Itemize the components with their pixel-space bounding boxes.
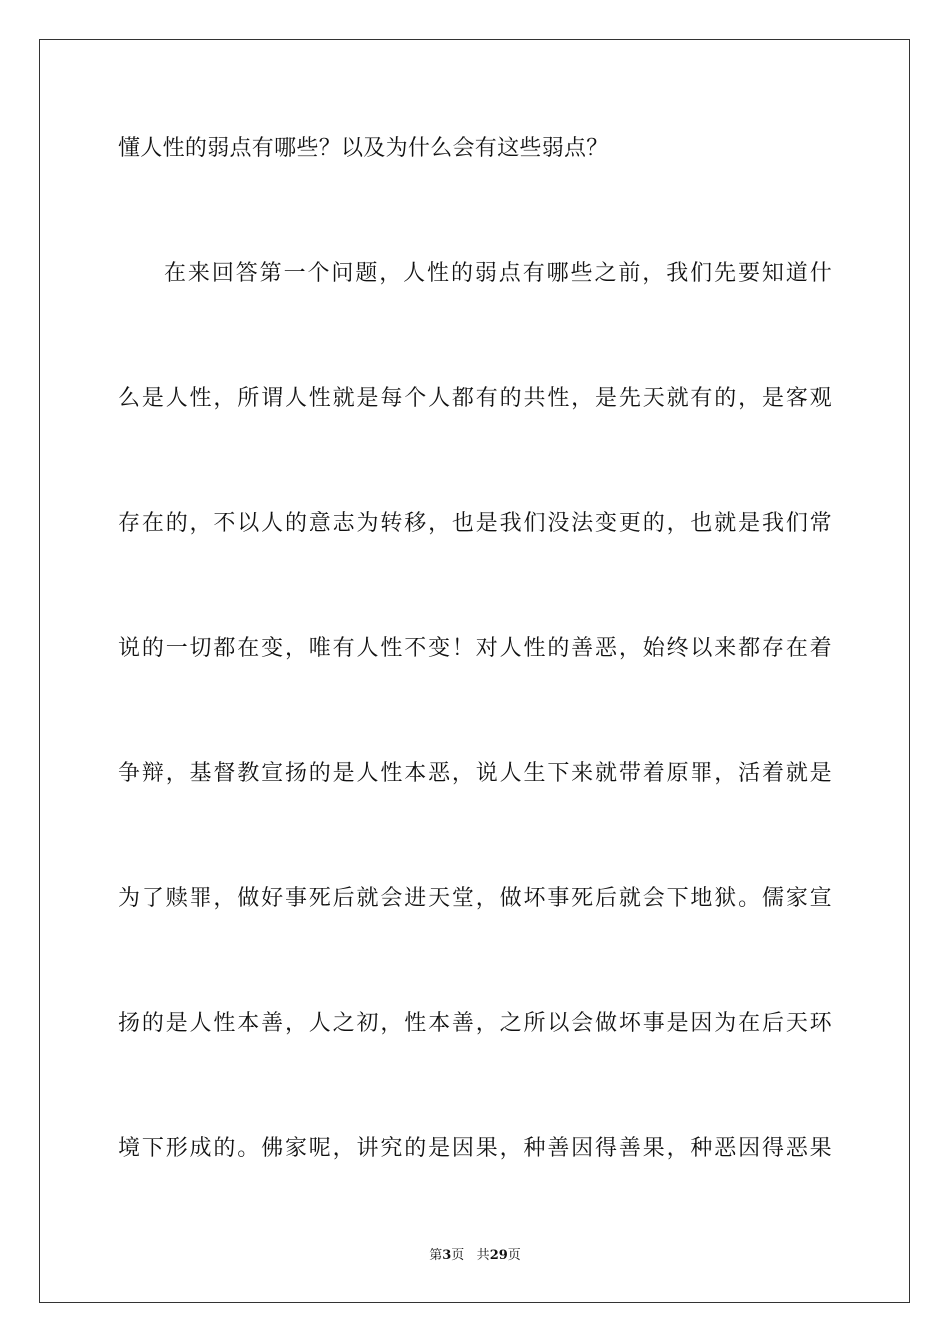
total-pages: 29 — [489, 1248, 508, 1263]
page-footer — [0, 1247, 950, 1265]
text-line-5: 说的一切都在变，唯有人性不变！对人性的善恶，始终以来都存在着 — [118, 636, 832, 661]
page-prefix: 第 — [429, 1248, 443, 1263]
text-line-2: 在来回答第一个问题，人性的弱点有哪些之前，我们先要知道什 — [164, 261, 832, 286]
text-line-7: 为了赎罪，做好事死后就会进天堂，做坏事死后就会下地狱。儒家宣 — [118, 886, 832, 911]
text-line-6: 争辩，基督教宣扬的是人性本恶，说人生下来就带着原罪，活着就是 — [118, 761, 832, 786]
text-line-3: 么是人性，所谓人性就是每个人都有的共性，是先天就有的，是客观 — [118, 386, 832, 411]
text-line-9: 境下形成的。佛家呢，讲究的是因果，种善因得善果，种恶因得恶果 — [118, 1136, 832, 1161]
text-line-1: 懂人性的弱点有哪些？以及为什么会有这些弱点？ — [118, 136, 609, 161]
total-suffix: 页 — [507, 1248, 521, 1263]
page-suffix: 页 — [451, 1248, 465, 1263]
text-line-4: 存在的，不以人的意志为转移，也是我们没法变更的，也就是我们常 — [118, 511, 832, 536]
total-prefix: 共 — [476, 1248, 490, 1263]
text-line-8: 扬的是人性本善，人之初，性本善，之所以会做坏事是因为在后天环 — [118, 1011, 832, 1036]
page-number: 3 — [442, 1248, 452, 1263]
page-border — [39, 39, 910, 1303]
